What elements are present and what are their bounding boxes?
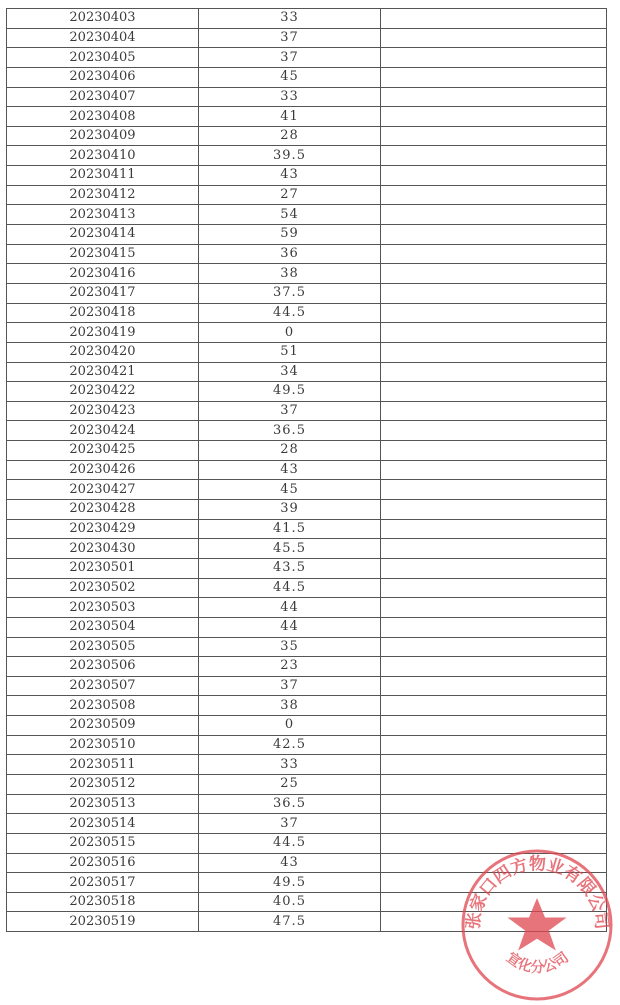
table-row (7, 500, 607, 520)
table-row (7, 421, 607, 441)
date-cell: 20230418 (7, 303, 199, 323)
note-cell (381, 539, 607, 559)
note-cell (381, 244, 607, 264)
date-cell: 20230514 (7, 814, 199, 834)
table-row (7, 676, 607, 696)
note-cell (381, 303, 607, 323)
value-cell: 47.5 (199, 912, 381, 932)
date-cell: 20230408 (7, 107, 199, 127)
value-cell: 37 (199, 676, 381, 696)
date-cell: 20230503 (7, 598, 199, 618)
value-cell: 54 (199, 205, 381, 225)
table-row (7, 126, 607, 146)
table-row (7, 892, 607, 912)
note-cell (381, 87, 607, 107)
table-row (7, 166, 607, 186)
value-cell: 44 (199, 617, 381, 637)
seal-text-bottom: 宣化分公司 (503, 949, 572, 976)
table-row (7, 244, 607, 264)
value-cell: 36.5 (199, 421, 381, 441)
date-cell: 20230414 (7, 225, 199, 245)
table-row (7, 519, 607, 539)
value-cell: 28 (199, 126, 381, 146)
date-cell: 20230512 (7, 774, 199, 794)
table-body (7, 9, 607, 932)
table-row (7, 28, 607, 48)
value-cell: 43 (199, 166, 381, 186)
value-cell: 35 (199, 637, 381, 657)
data-table-container (6, 8, 606, 932)
table-row (7, 755, 607, 775)
seal-text-top: 张家口四方物业有限公司 (463, 854, 612, 931)
value-cell: 49.5 (199, 382, 381, 402)
note-cell (381, 48, 607, 68)
table-row (7, 48, 607, 68)
table-row (7, 87, 607, 107)
note-cell (381, 696, 607, 716)
table-row (7, 342, 607, 362)
table-row (7, 460, 607, 480)
date-cell: 20230410 (7, 146, 199, 166)
value-cell: 41 (199, 107, 381, 127)
note-cell (381, 617, 607, 637)
value-cell: 39.5 (199, 146, 381, 166)
date-cell: 20230507 (7, 676, 199, 696)
note-cell (381, 774, 607, 794)
note-cell (381, 421, 607, 441)
table-row (7, 637, 607, 657)
value-cell: 40.5 (199, 892, 381, 912)
date-cell: 20230510 (7, 735, 199, 755)
table-row (7, 794, 607, 814)
table-row (7, 617, 607, 637)
note-cell (381, 480, 607, 500)
note-cell (381, 853, 607, 873)
table-row (7, 185, 607, 205)
table-row (7, 814, 607, 834)
date-cell: 20230412 (7, 185, 199, 205)
date-cell: 20230425 (7, 441, 199, 461)
date-cell: 20230421 (7, 362, 199, 382)
table-row (7, 283, 607, 303)
date-cell: 20230430 (7, 539, 199, 559)
date-cell: 20230427 (7, 480, 199, 500)
table-row (7, 480, 607, 500)
table-row (7, 205, 607, 225)
date-cell: 20230502 (7, 578, 199, 598)
value-cell: 36 (199, 244, 381, 264)
value-cell: 37 (199, 814, 381, 834)
note-cell (381, 225, 607, 245)
date-cell: 20230519 (7, 912, 199, 932)
date-cell: 20230417 (7, 283, 199, 303)
note-cell (381, 283, 607, 303)
table-row (7, 264, 607, 284)
value-cell: 45 (199, 67, 381, 87)
table-row (7, 225, 607, 245)
value-cell: 33 (199, 87, 381, 107)
date-cell: 20230508 (7, 696, 199, 716)
date-cell: 20230504 (7, 617, 199, 637)
note-cell (381, 264, 607, 284)
date-cell: 20230516 (7, 853, 199, 873)
date-cell: 20230403 (7, 9, 199, 29)
table-row (7, 67, 607, 87)
note-cell (381, 362, 607, 382)
table-row (7, 303, 607, 323)
note-cell (381, 578, 607, 598)
value-cell: 25 (199, 774, 381, 794)
date-cell: 20230513 (7, 794, 199, 814)
value-cell: 45.5 (199, 539, 381, 559)
value-cell: 34 (199, 362, 381, 382)
value-cell: 43.5 (199, 558, 381, 578)
note-cell (381, 205, 607, 225)
note-cell (381, 833, 607, 853)
value-cell: 43 (199, 460, 381, 480)
value-cell: 44.5 (199, 833, 381, 853)
table-row (7, 774, 607, 794)
date-cell: 20230506 (7, 657, 199, 677)
value-cell: 37 (199, 28, 381, 48)
note-cell (381, 342, 607, 362)
date-cell: 20230413 (7, 205, 199, 225)
note-cell (381, 185, 607, 205)
note-cell (381, 676, 607, 696)
value-cell: 44 (199, 598, 381, 618)
table-row (7, 401, 607, 421)
date-cell: 20230411 (7, 166, 199, 186)
note-cell (381, 9, 607, 29)
date-cell: 20230420 (7, 342, 199, 362)
date-cell: 20230505 (7, 637, 199, 657)
table-row (7, 362, 607, 382)
date-cell: 20230511 (7, 755, 199, 775)
value-cell: 23 (199, 657, 381, 677)
value-cell: 27 (199, 185, 381, 205)
table-row (7, 696, 607, 716)
table-row (7, 539, 607, 559)
value-cell: 51 (199, 342, 381, 362)
date-cell: 20230509 (7, 716, 199, 736)
table-row (7, 578, 607, 598)
value-cell: 45 (199, 480, 381, 500)
date-cell: 20230406 (7, 67, 199, 87)
table-row (7, 9, 607, 29)
date-cell: 20230422 (7, 382, 199, 402)
date-cell: 20230429 (7, 519, 199, 539)
value-cell: 0 (199, 323, 381, 343)
value-cell: 37 (199, 401, 381, 421)
value-cell: 38 (199, 264, 381, 284)
table-row (7, 716, 607, 736)
table-row (7, 912, 607, 932)
value-cell: 41.5 (199, 519, 381, 539)
table-row (7, 441, 607, 461)
value-cell: 37 (199, 48, 381, 68)
table-row (7, 833, 607, 853)
note-cell (381, 519, 607, 539)
value-cell: 44.5 (199, 303, 381, 323)
note-cell (381, 107, 607, 127)
note-cell (381, 558, 607, 578)
date-cell: 20230407 (7, 87, 199, 107)
value-cell: 33 (199, 755, 381, 775)
date-cell: 20230409 (7, 126, 199, 146)
note-cell (381, 716, 607, 736)
date-cell: 20230515 (7, 833, 199, 853)
note-cell (381, 166, 607, 186)
value-cell: 37.5 (199, 283, 381, 303)
table-row (7, 657, 607, 677)
note-cell (381, 126, 607, 146)
date-cell: 20230404 (7, 28, 199, 48)
value-cell: 0 (199, 716, 381, 736)
table-row (7, 853, 607, 873)
note-cell (381, 755, 607, 775)
date-cell: 20230424 (7, 421, 199, 441)
table-row (7, 873, 607, 893)
value-cell: 44.5 (199, 578, 381, 598)
date-cell: 20230517 (7, 873, 199, 893)
table-row (7, 598, 607, 618)
note-cell (381, 500, 607, 520)
value-cell: 43 (199, 853, 381, 873)
table-row (7, 558, 607, 578)
value-cell: 42.5 (199, 735, 381, 755)
value-cell: 33 (199, 9, 381, 29)
note-cell (381, 637, 607, 657)
date-cell: 20230416 (7, 264, 199, 284)
date-cell: 20230426 (7, 460, 199, 480)
value-cell: 39 (199, 500, 381, 520)
note-cell (381, 598, 607, 618)
note-cell (381, 323, 607, 343)
note-cell (381, 401, 607, 421)
note-cell (381, 382, 607, 402)
note-cell (381, 873, 607, 893)
table-row (7, 146, 607, 166)
note-cell (381, 892, 607, 912)
table-row (7, 323, 607, 343)
data-table (6, 8, 607, 932)
note-cell (381, 28, 607, 48)
date-cell: 20230405 (7, 48, 199, 68)
note-cell (381, 146, 607, 166)
value-cell: 36.5 (199, 794, 381, 814)
date-cell: 20230428 (7, 500, 199, 520)
table-row (7, 735, 607, 755)
svg-text:宣化分公司 (503, 949, 572, 976)
note-cell (381, 460, 607, 480)
value-cell: 59 (199, 225, 381, 245)
note-cell (381, 67, 607, 87)
date-cell: 20230415 (7, 244, 199, 264)
date-cell: 20230423 (7, 401, 199, 421)
note-cell (381, 912, 607, 932)
table-row (7, 107, 607, 127)
value-cell: 28 (199, 441, 381, 461)
note-cell (381, 794, 607, 814)
table-row (7, 382, 607, 402)
note-cell (381, 441, 607, 461)
note-cell (381, 814, 607, 834)
value-cell: 38 (199, 696, 381, 716)
date-cell: 20230419 (7, 323, 199, 343)
date-cell: 20230501 (7, 558, 199, 578)
value-cell: 49.5 (199, 873, 381, 893)
note-cell (381, 657, 607, 677)
note-cell (381, 735, 607, 755)
date-cell: 20230518 (7, 892, 199, 912)
